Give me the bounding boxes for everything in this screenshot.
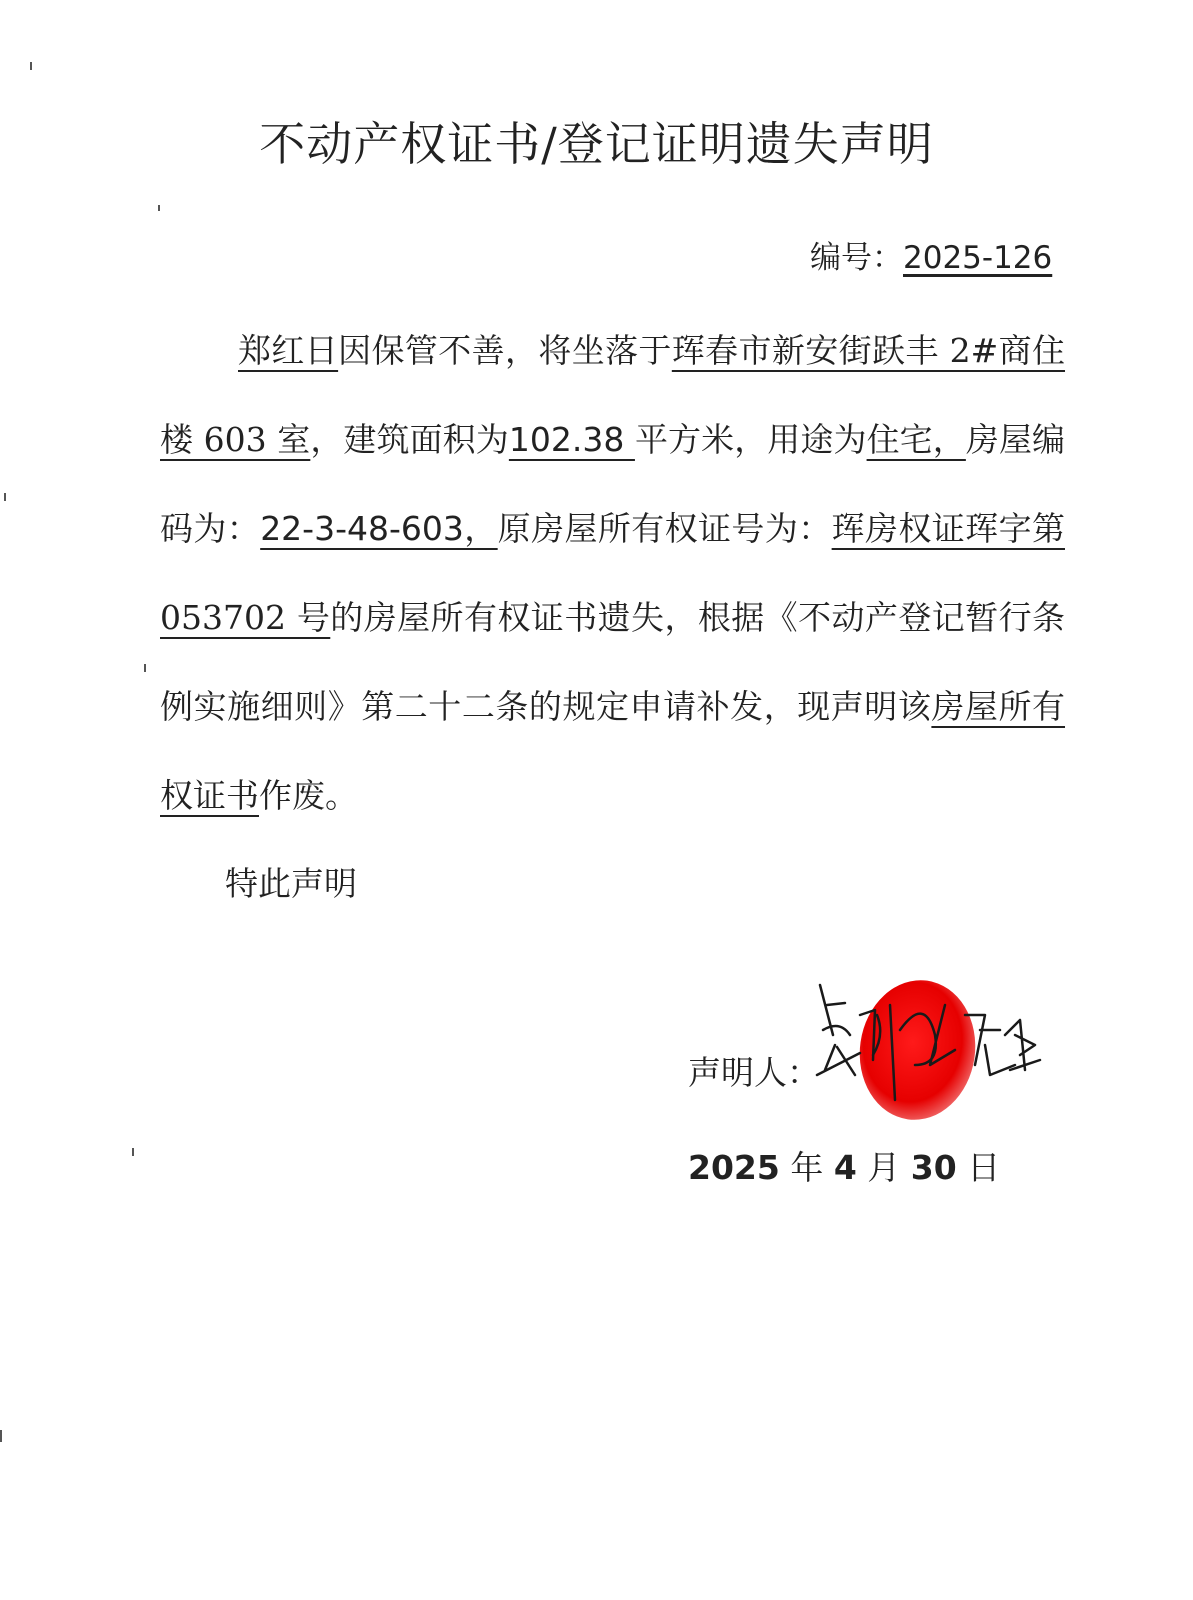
body-text-6: 的房屋所有权证书遗失，根据《不动产登记暂行条例实施细则》第二十二条的规定申请补发，现声明该 — [160, 598, 1065, 726]
document-number-value: 2025-126 — [903, 240, 1053, 276]
scan-speck — [4, 493, 6, 501]
document-type: 房屋所有权证书 — [160, 687, 1066, 815]
floor-area: 102.38 — [508, 420, 635, 459]
body-text-1: 因保管不善，将坐落于 — [338, 331, 672, 370]
scan-speck — [30, 62, 32, 70]
document-number-label: 编号： — [810, 240, 903, 276]
date-month-unit: 月 — [856, 1148, 911, 1187]
page-title: 不动产权证书/登记证明遗失声明 — [259, 117, 934, 171]
declaration-date — [688, 1142, 1000, 1189]
closing-statement: 特此声明 — [225, 864, 357, 903]
declarant-label: 声明人： — [688, 1053, 820, 1092]
scan-speck — [132, 1148, 134, 1156]
scan-speck — [158, 205, 160, 211]
property-usage: 住宅， — [866, 420, 966, 459]
scan-speck — [0, 1430, 2, 1442]
certificate-number: 珲房权证珲字第 053702 号 — [160, 509, 1065, 637]
date-day: 30 — [910, 1148, 957, 1187]
body-text-3: 平方米，用途为 — [634, 420, 867, 459]
document-number — [810, 232, 1052, 277]
property-address: 珲春市新安街跃丰 2#商住楼 603 室 — [160, 331, 1066, 459]
body-text-2: ，建筑面积为 — [310, 420, 509, 459]
handwritten-signature — [815, 975, 1055, 1125]
signature-block — [815, 975, 1055, 1125]
date-month: 4 — [833, 1148, 857, 1187]
owner-name: 郑红日 — [238, 331, 339, 370]
body-text-4: 房屋编码为： — [160, 420, 1066, 548]
body-text-7: 作废。 — [259, 776, 358, 815]
body-text-5: 原房屋所有权证号为： — [497, 509, 832, 548]
house-code: 22-3-48-603， — [260, 509, 498, 548]
date-year: 2025 — [688, 1148, 780, 1187]
date-year-unit: 年 — [779, 1148, 834, 1187]
scan-speck — [144, 664, 146, 672]
date-day-unit: 日 — [956, 1148, 1001, 1187]
declaration-body — [160, 306, 1065, 840]
